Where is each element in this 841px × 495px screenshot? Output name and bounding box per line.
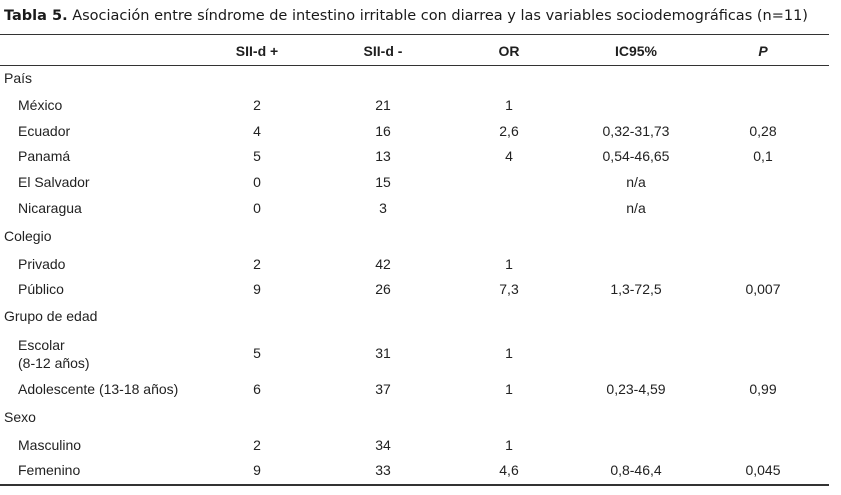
or-cell: 1	[505, 345, 513, 361]
row-label-text: Panamá	[18, 148, 71, 164]
ic95-cell: 0,8-46,4	[610, 462, 662, 478]
row-label-text: Grupo de edad	[4, 308, 98, 324]
ic95-cell: n/a	[626, 200, 646, 216]
sii-d-negative-cell: 42	[375, 256, 391, 272]
row-label	[18, 281, 64, 297]
sii-d-positive-cell: 0	[253, 200, 261, 216]
sii-d-positive-cell: 2	[253, 437, 261, 453]
top-rule	[0, 34, 829, 35]
or-cell: 7,3	[499, 281, 519, 297]
sii-d-positive-cell: 2	[253, 97, 261, 113]
row-label	[18, 381, 178, 397]
section-label	[4, 70, 32, 86]
sii-d-positive-cell: 9	[253, 462, 261, 478]
row-label-text: El Salvador	[18, 174, 90, 190]
or-cell: 4,6	[499, 462, 519, 478]
ic95-cell: 0,54-46,65	[602, 148, 670, 164]
row-label	[18, 123, 70, 139]
ic95-cell: 0,32-31,73	[602, 123, 670, 139]
row-label-text: Público	[18, 281, 64, 297]
section-label	[4, 228, 51, 244]
row-label-text: Sexo	[4, 409, 36, 425]
row-label	[18, 336, 90, 372]
p-value-cell: 0,007	[745, 281, 781, 297]
row-label	[18, 256, 65, 272]
row-label	[18, 200, 82, 216]
bottom-rule	[0, 484, 829, 486]
row-label-text: México	[18, 97, 63, 113]
row-label-text: Escolar	[18, 337, 65, 353]
ic95-cell: 1,3-72,5	[610, 281, 662, 297]
header-sii-d-negative: SII-d -	[363, 43, 403, 59]
sii-d-positive-cell: 5	[253, 345, 261, 361]
header-or: OR	[498, 43, 520, 59]
table-number: Tabla 5.	[4, 8, 68, 24]
table-caption: Asociación entre síndrome de intestino irritable con diarrea y las variables sociodemográficas (n=11)	[67, 8, 808, 24]
sii-d-negative-cell: 37	[375, 381, 391, 397]
sii-d-negative-cell: 13	[375, 148, 391, 164]
row-label	[18, 437, 81, 453]
or-cell: 1	[505, 381, 513, 397]
ic95-cell: n/a	[626, 174, 646, 190]
sii-d-negative-cell: 31	[375, 345, 391, 361]
section-label	[4, 409, 36, 425]
sii-d-positive-cell: 0	[253, 174, 261, 190]
row-label	[18, 174, 90, 190]
header-sii-d-positive: SII-d +	[235, 43, 279, 59]
sii-d-negative-cell: 3	[379, 200, 387, 216]
row-label	[18, 97, 62, 113]
sii-d-negative-cell: 16	[375, 123, 391, 139]
sii-d-positive-cell: 4	[253, 123, 261, 139]
row-label-text: Nicaragua	[18, 200, 82, 216]
sii-d-negative-cell: 15	[375, 174, 391, 190]
row-label-text: Femenino	[18, 462, 81, 478]
sii-d-negative-cell: 34	[375, 437, 391, 453]
sii-d-positive-cell: 6	[253, 381, 261, 397]
row-label-text: País	[4, 70, 33, 86]
row-label-text: Colegio	[4, 228, 52, 244]
sii-d-positive-cell: 5	[253, 148, 261, 164]
or-cell: 2,6	[499, 123, 519, 139]
sii-d-negative-cell: 33	[375, 462, 391, 478]
sii-d-negative-cell: 21	[375, 97, 391, 113]
section-label	[4, 308, 97, 324]
row-label-text: Privado	[18, 256, 66, 272]
or-cell: 1	[505, 437, 513, 453]
sii-d-positive-cell: 9	[253, 281, 261, 297]
p-value-cell: 0,99	[749, 381, 777, 397]
row-label	[18, 462, 80, 478]
header-ic95: IC95%	[614, 43, 658, 59]
ic95-cell: 0,23-4,59	[606, 381, 666, 397]
row-label-text: Masculino	[18, 437, 82, 453]
row-label-text: Adolescente (13-18 años)	[18, 381, 179, 397]
or-cell: 1	[505, 256, 513, 272]
p-value-cell: 0,045	[745, 462, 781, 478]
header-rule	[0, 65, 829, 66]
p-value-cell: 0,28	[749, 123, 777, 139]
p-value-cell: 0,1	[753, 148, 773, 164]
or-cell: 4	[505, 148, 513, 164]
row-label-text-secondary: (8-12 años)	[18, 355, 90, 371]
table-title	[4, 8, 836, 24]
sii-d-positive-cell: 2	[253, 256, 261, 272]
or-cell: 1	[505, 97, 513, 113]
row-label	[18, 148, 70, 164]
row-label-text: Ecuador	[18, 123, 71, 139]
sii-d-negative-cell: 26	[375, 281, 391, 297]
header-p-value: P	[758, 43, 768, 59]
